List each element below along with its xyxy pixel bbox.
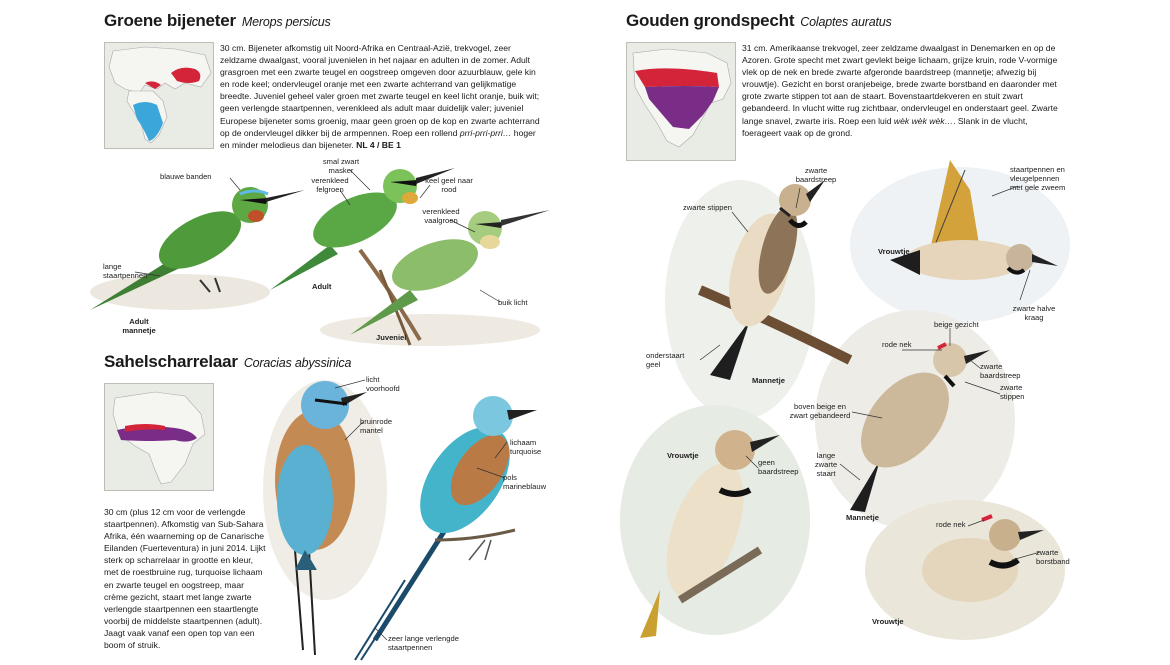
species3-sci-name: Colaptes auratus (800, 15, 892, 29)
species3-title (626, 11, 892, 31)
label-verenkleed-felgroen: verenkleed felgroen (311, 176, 349, 194)
species1-sci-name: Merops persicus (241, 15, 331, 29)
label-bruinrode-mantel: bruinrode mantel (360, 417, 393, 435)
label-rode-nek: rode nek (882, 340, 912, 349)
label-lichaam-turquoise: lichaam turquoise (510, 438, 542, 456)
species3-call: wèk wèk wèk… (893, 115, 954, 126)
label-mannetje-middle: Mannetje (846, 513, 879, 522)
species2-description: 30 cm (plus 12 cm voor de verlengde staartpennen). Afkomstig van Sub-Sahara Afrika, één waarneming op de Canarische Eilanden (Fuerteventura) in juni 2014. Lijkt sterk op scharrelaar in grootte en kleur, met de roestbruine rug, turquoise lichaam en zwarte teugel en oogstreep, maar crème gezicht, staart met lange zwarte verlengde staartpennen een staartlengte voorbij de middelste staartpennen (adult). Jaagt vaak vanaf een open top van een boom of struik. (104, 507, 266, 651)
label-blauwe-banden: blauwe banden (160, 172, 212, 181)
label-zwarte-stippen: zwarte stippen (683, 203, 732, 212)
label-zwarte-baardstreep-2: zwarte baardstreep (980, 362, 1021, 380)
label-juveniel: Juveniel (376, 333, 407, 342)
label-pols-marineblauw: pols marineblauw (503, 473, 547, 491)
label-zwarte-baardstreep: zwarte baardstreep (795, 166, 837, 184)
species1-title (104, 11, 331, 31)
species3-description (742, 42, 1062, 139)
range-map-roller (104, 383, 214, 491)
label-rode-nek-low: rode nek (936, 520, 966, 529)
label-lange-staartpennen: lange staartpennen (103, 262, 148, 280)
species3-text: 31 cm. Amerikaanse trekvogel, zeer zeldzame dwaalgast in Denemarken en op de Azoren. Grote specht met zwart gevlekt beige lichaam, grijze kruin, rode V-vormige vlek op de nek en brede zwarte afgeronde baardstreep (mannetje; afwezig bij vrouwtje). Gezicht en borst oranjebeige, brede zwarte borstband en daaronder met grote zwarte stippen tot aan de staart. Bovenstaartdekveren en stuit zwart gebandeerd. In vlucht witte rug zichtbaar, ondervleugel en onderstaart geel. Zwarte lange snavel, zwarte iris. Roep een luid (742, 43, 1058, 126)
label-mannetje-perched: Mannetje (752, 376, 785, 385)
label-zeer-lange-staartpennen: zeer lange verlengde staartpennen (388, 634, 459, 652)
label-geen-baardstreep: geen baardstreep (758, 458, 799, 476)
label-staartpennen-geel: staartpennen en vleugelpennen met gele zweem (1010, 165, 1066, 192)
label-adult-mannetje: Adult mannetje (122, 317, 156, 335)
label-verenkleed-vaalgroen: verenkleed vaalgroen (422, 207, 460, 225)
label-buik-licht: buik licht (498, 298, 528, 307)
label-keel-geel: keel geel naar rood (425, 176, 473, 194)
label-licht-voorhoofd: licht voorhoofd (366, 375, 400, 393)
species3-name: Gouden grondspecht (626, 11, 795, 30)
label-vrouwtje-ground: Vrouwtje (872, 617, 904, 626)
range-map-roller-shape (105, 384, 213, 490)
range-map-flicker-shape (627, 43, 735, 160)
roller-illustrations (255, 360, 555, 660)
range-map-bee-eater-shape (105, 43, 213, 148)
label-zwarte-stippen-2: zwarte stippen (1000, 383, 1025, 401)
label-vrouwtje-flight: Vrouwtje (878, 247, 910, 256)
species1-call: prri-prri-prri… (459, 127, 512, 138)
species2-sci-name: Coracias abyssinica (243, 356, 352, 370)
species1-text-end: hoger en minder melodieus dan bijeneter. (220, 127, 536, 150)
label-adult: Adult (312, 282, 332, 291)
label-smal-zwart-masker: smal zwart masker (322, 157, 360, 175)
species1-description (220, 42, 546, 151)
label-lange-zwarte-staart: lange zwarte staart (814, 451, 838, 478)
range-map-flicker (626, 42, 736, 161)
label-vrouwtje-left: Vrouwtje (667, 451, 699, 460)
label-boven-beige: boven beige en zwart gebandeerd (789, 402, 851, 420)
label-zwarte-borstband: zwarte borstband (1036, 548, 1070, 566)
label-zwarte-halve-kraag: zwarte halve kraag (1012, 304, 1056, 322)
species1-text: 30 cm. Bijeneter afkomstig uit Noord-Afrika en Centraal-Azië, trekvogel, zeer zeldzame dwaalgast, vooral juvenielen in het najaar en adulten in de zomer. Adult grasgroen met een zwarte teugel en oogstreep omgeven door azuurblauw, gele kin en rode keel; ondervleugel oranje met een zwarte achterrand van gelijkmatige breedte. Juveniel geheel valer groen met zwarte teugel en keel licht oranje, buik wit; geen verlengde staartpennen, verenkleed als adult maar duidelijk valer; juveniel Europese bijeneter soms groenig, maar geen groen op de kop en zwarte achterrand op de ondervleugel dikker bij de armpennen. Roep een rollend (220, 43, 540, 138)
species1-code: NL 4 / BE 1 (356, 139, 401, 150)
species3-text-end: . Slank in de vlucht, foerageert vaak op de grond. (742, 115, 1028, 138)
label-beige-gezicht: beige gezicht (934, 320, 979, 329)
species1-name: Groene bijeneter (104, 11, 236, 30)
species2-name: Sahelscharrelaar (104, 352, 238, 371)
range-map-bee-eater (104, 42, 214, 149)
label-onderstaart-geel: onderstaart geel (646, 351, 685, 369)
